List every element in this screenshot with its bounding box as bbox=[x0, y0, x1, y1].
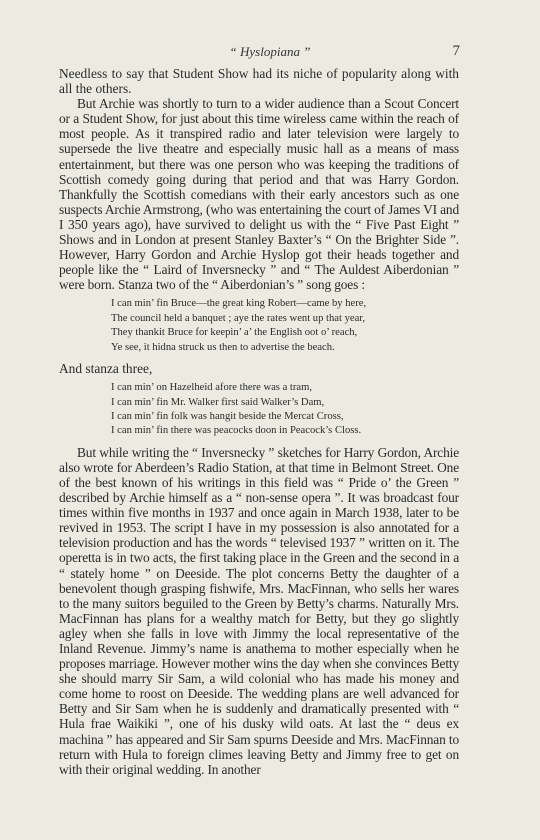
stanza-intro: And stanza three, bbox=[59, 361, 153, 377]
stanza-line: I can min’ fin there was peacocks doon in Peacock’s Closs. bbox=[111, 425, 362, 437]
page-number: 7 bbox=[452, 43, 460, 59]
running-title: “ Hyslopiana ” bbox=[229, 44, 311, 59]
paragraph-3: But while writing the “ Inversnecky ” sketches for Harry Gordon, Archie also wrote for Aberdeen’s Radio Station, at that time in Belmont Street. One of the best known of his writings in this field was “ Pride o’ the Green ” described by Archie himself as a “ non-sense opera ”. It was broadcast four times within five months in 1937 and once again in March 1938, later to be revived in 1953. The script I have in my possession is also annotated for a television production and has the words “ televised 1937 ” written on it. The operetta is in two acts, the first taking place in the Green and the second in a “ stately home ” on Deeside. The plot concerns Betty the daughter of a benevolent though grasping fishwife, Mrs. MacFinnan, who sells her wares to the many suitors beguiled to the Green by Betty’s charms. Naturally Mrs. MacFinnan has plans for a wealthy match for Betty, but they go slightly agley when she falls in love with Jimmy the local representative of the Inland Revenue. Jimmy’s name is anathema to mother especially when he proposes marriage. However mother wins the day when she convinces Betty she should marry Sir Sam, a wild colonial who has made his money and come home to roost on Deeside. The wedding plans are well advanced for Betty and Sir Sam when he is suddenly and dramatically presented with “ Hula frae Waikiki ”, one of his dusky wild oats. At last the “ deus ex machina ” has appeared and Sir Sam spurns Deeside and Mrs. MacFinnan to return with Hula to foreign climes leaving Betty and Jimmy free to get on with their original wedding. In another bbox=[59, 444, 459, 777]
stanza-two bbox=[111, 297, 459, 355]
paragraph-2: But Archie was shortly to turn to a wider audience than a Scout Concert or a Student Show, for just about this time wireless came within the reach of most people. As it transpired radio and later television were largely to supersede the live theatre and especially music hall as a means of mass entertainment, but there was one person who was keeping the traditions of Scottish comedy going during that period and that was Harry Gordon. Thankfully the Scottish comedians with their early ancestors such as one suspects Archie Armstrong, (who was entertaining the court of James VI and I 350 years ago), have survived to delight us with the “ Five Past Eight ” Shows and in London at present Stanley Baxter’s “ On the Brighter Side ”. However, Harry Gordon and Archie Hyslop got their heads together and people like the “ Laird of Inversnecky ” and “ The Auldest Aiberdonian ” were born. Stanza two of the “ Aiberdonian’s ” song goes : bbox=[59, 96, 459, 293]
stanza-line: The council held a banquet ; aye the rates went up that year, bbox=[111, 312, 366, 324]
stanza-line: Ye see, it hidna struck us then to advertise the beach. bbox=[111, 341, 335, 353]
stanza-three bbox=[111, 381, 459, 439]
page-body bbox=[59, 66, 459, 777]
stanza-line: I can min’ fin Mr. Walker first said Walker’s Dam, bbox=[111, 396, 325, 408]
stanza-line: I can min’ fin Bruce—the great king Robert—came by here, bbox=[111, 298, 367, 310]
stanza-line: They thankit Bruce for keepin’ a’ the English oot o’ reach, bbox=[111, 327, 358, 339]
paragraph-1: Needless to say that Student Show had its niche of popularity along with all the others. bbox=[59, 66, 459, 97]
stanza-line: I can min’ fin folk was hangit beside the Mercat Cross, bbox=[111, 410, 344, 422]
stanza-line: I can min’ on Hazelheid afore there was a tram, bbox=[111, 382, 312, 394]
